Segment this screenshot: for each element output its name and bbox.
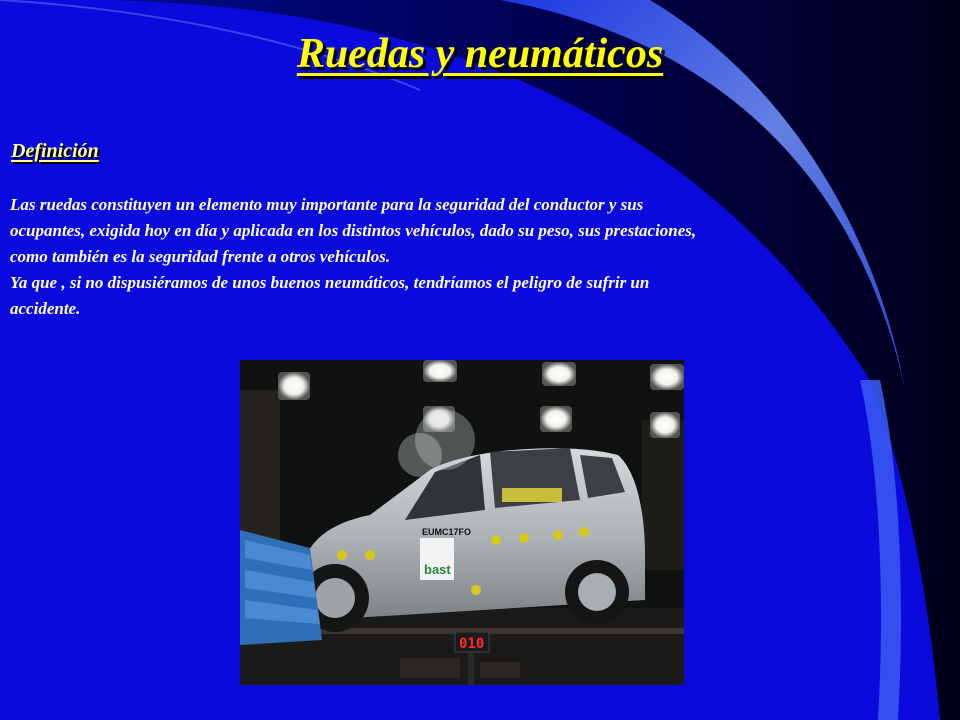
paragraph: Ya que , si no dispusiéramos de unos buenos neumáticos, tendríamos el peligro de sufrir un accidente. xyxy=(10,273,650,318)
car-label: EUMC17FO xyxy=(422,527,472,537)
crash-test-photo xyxy=(240,360,684,685)
timer-readout: 010 xyxy=(459,636,485,652)
paragraph: Las ruedas constituyen un elemento muy importante para la seguridad del conductor y sus ocupantes, exigida hoy en día y aplicada en los distintos vehículos, dado su peso, sus prestaciones, como también es la seguridad frente a otros vehículos. xyxy=(10,195,697,266)
body-text xyxy=(10,192,715,322)
slide-title: Ruedas y neumáticos xyxy=(296,31,664,77)
bast-logo: bast xyxy=(424,562,451,577)
section-heading: Definición xyxy=(11,140,99,162)
